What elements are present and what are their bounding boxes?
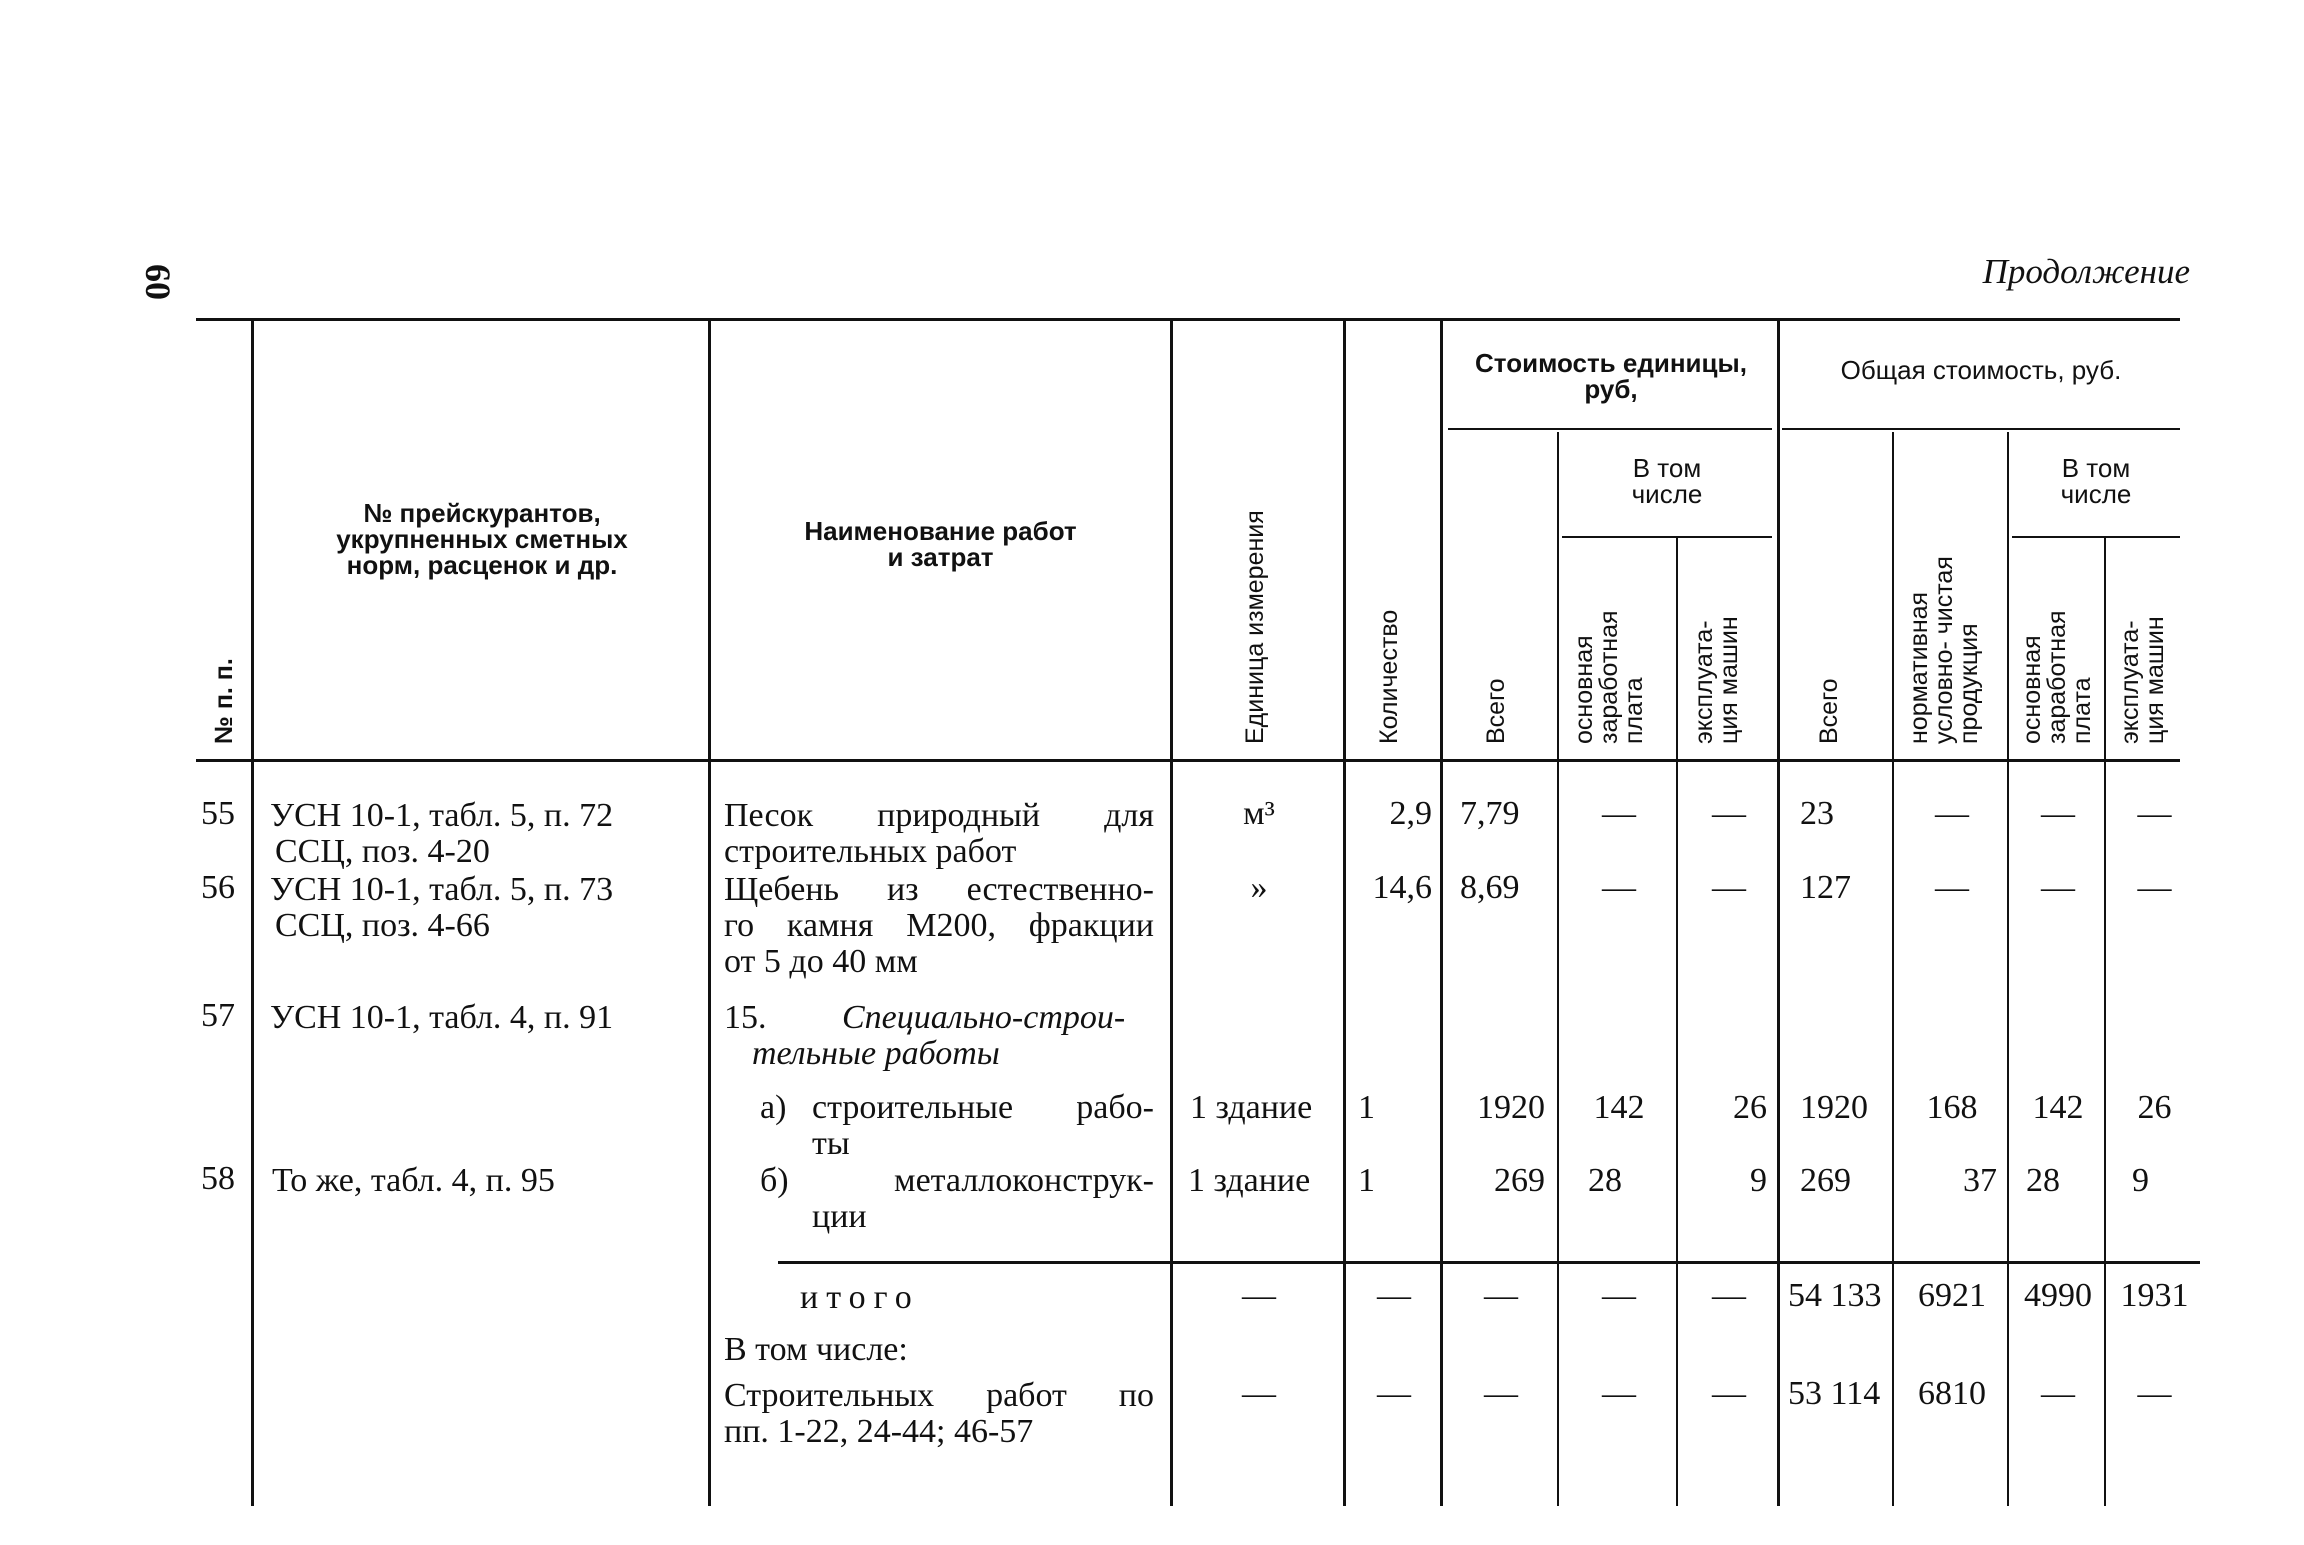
row-num: 56: [201, 869, 235, 906]
header-unit-cost: Стоимость единицы, руб,: [1475, 348, 1747, 404]
qty-cell: —: [1377, 1277, 1411, 1314]
unit-machine-cell: —: [1712, 795, 1746, 832]
total-wage-cell: 28: [2026, 1162, 2060, 1199]
total-machine-cell: —: [2137, 795, 2172, 832]
ref-line: УСН 10-1, табл. 5, п. 72: [270, 797, 614, 834]
totals-label: итого: [800, 1279, 920, 1316]
unit-total-cell: 1920: [1477, 1089, 1545, 1126]
sub-label: а): [760, 1089, 787, 1126]
work-name-line: Песок природный для: [724, 797, 1154, 834]
work-name-line: ты: [812, 1125, 850, 1162]
total-total-cell: 127: [1800, 869, 1851, 906]
total-norm-cell: 168: [1926, 1089, 1978, 1126]
qty-cell: —: [1377, 1375, 1411, 1412]
unit-wage-cell: —: [1602, 795, 1636, 832]
total-total-cell: 23: [1800, 795, 1834, 832]
header-unit-total: Всего: [1482, 678, 1510, 744]
total-machine-cell: 1931: [2120, 1277, 2189, 1314]
unit-total-cell: —: [1484, 1375, 1518, 1412]
total-machine-cell: —: [2137, 1375, 2172, 1412]
unit-cell: м³: [1243, 795, 1275, 832]
unit-wage-cell: 28: [1588, 1162, 1622, 1199]
work-name-line: Строительных работ по: [724, 1377, 1154, 1414]
header-total-incl: В том числе: [2060, 453, 2132, 509]
page-number: 60: [138, 264, 178, 300]
unit-cell: —: [1242, 1277, 1276, 1314]
ref-line: УСН 10-1, табл. 4, п. 91: [270, 999, 614, 1036]
header-row-num: № п. п.: [210, 658, 238, 744]
total-wage-cell: 142: [2032, 1089, 2084, 1126]
total-machine-cell: 26: [2137, 1089, 2172, 1126]
row-num: 58: [201, 1160, 235, 1197]
total-wage-cell: —: [2041, 869, 2075, 906]
unit-total-cell: 8,69: [1460, 869, 1520, 906]
work-name-line: ции: [812, 1198, 867, 1235]
header-total-machine: эксплуата- ция машин: [2116, 616, 2169, 744]
continuation-label: Продолжение: [1982, 252, 2190, 291]
total-total-cell: 1920: [1800, 1089, 1868, 1126]
work-name-line: строительные рабо-: [812, 1089, 1154, 1126]
header-unit-incl: В том числе: [1631, 453, 1703, 509]
unit-total-cell: 269: [1494, 1162, 1545, 1199]
total-total-cell: 269: [1800, 1162, 1851, 1199]
section-title-line: тельные работы: [752, 1035, 1000, 1072]
qty-cell: 2,9: [1389, 795, 1432, 832]
total-total-cell: 53 114: [1788, 1375, 1881, 1412]
work-name-line: пп. 1-22, 24-44; 46-57: [724, 1413, 1034, 1450]
header-unit-wage: основная заработная плата: [1570, 610, 1648, 744]
row-num: 55: [201, 795, 235, 832]
unit-machine-cell: 26: [1733, 1089, 1767, 1126]
unit-wage-cell: 142: [1593, 1089, 1645, 1126]
header-total-wage: основная заработная плата: [2018, 610, 2096, 744]
total-norm-cell: 37: [1963, 1162, 1997, 1199]
total-machine-cell: 9: [2132, 1162, 2149, 1199]
qty-cell: 1: [1358, 1089, 1375, 1126]
qty-cell: 1: [1358, 1162, 1375, 1199]
unit-cell: —: [1242, 1375, 1276, 1412]
section-number: 15.: [724, 999, 767, 1036]
work-name-line: строительных работ: [724, 833, 1017, 870]
total-norm-cell: —: [1935, 869, 1969, 906]
work-name-line: от 5 до 40 мм: [724, 943, 918, 980]
total-machine-cell: —: [2137, 869, 2172, 906]
header-work-name: Наименование работ и затрат: [804, 516, 1077, 572]
qty-cell: 14,6: [1372, 869, 1432, 906]
ref-line: То же, табл. 4, п. 95: [272, 1162, 555, 1199]
incl-label: В том числе:: [724, 1331, 908, 1368]
unit-machine-cell: —: [1712, 869, 1746, 906]
total-norm-cell: —: [1935, 795, 1969, 832]
header-total-total: Всего: [1815, 678, 1843, 744]
header-total-norm: нормативная условно- чистая продукция: [1905, 556, 1983, 744]
unit-cell: »: [1250, 869, 1268, 906]
ref-line: ССЦ, поз. 4-66: [275, 907, 490, 944]
work-name-line: металлоконструк-: [894, 1162, 1154, 1199]
total-wage-cell: 4990: [2024, 1277, 2092, 1314]
header-unit-machine: эксплуата- ция машин: [1690, 616, 1743, 744]
unit-cell: 1 здание: [1188, 1162, 1311, 1199]
work-name-line: Щебень из естественно-: [724, 871, 1154, 908]
ref-line: ССЦ, поз. 4-20: [275, 833, 490, 870]
unit-machine-cell: —: [1712, 1375, 1746, 1412]
unit-total-cell: 7,79: [1460, 795, 1520, 832]
total-norm-cell: 6921: [1918, 1277, 1986, 1314]
header-quantity: Количество: [1375, 609, 1403, 744]
unit-wage-cell: —: [1602, 1375, 1636, 1412]
total-wage-cell: —: [2041, 795, 2075, 832]
total-norm-cell: 6810: [1918, 1375, 1986, 1412]
work-name-line: го камня М200, фракции: [724, 907, 1154, 944]
unit-wage-cell: —: [1602, 869, 1636, 906]
sub-label: б): [760, 1162, 789, 1199]
header-pricelists: № прейскурантов, укрупненных сметных норм, расценок и др.: [336, 498, 628, 580]
unit-cell: 1 здание: [1190, 1089, 1313, 1126]
ref-line: УСН 10-1, табл. 5, п. 73: [270, 871, 614, 908]
unit-wage-cell: —: [1602, 1277, 1636, 1314]
header-total-cost: Общая стоимость, руб.: [1840, 355, 2122, 385]
header-unit: Единица измерения: [1241, 510, 1269, 744]
total-wage-cell: —: [2041, 1375, 2075, 1412]
section-title-line: Специально-строи-: [842, 999, 1126, 1036]
unit-machine-cell: —: [1712, 1277, 1746, 1314]
row-num: 57: [201, 997, 235, 1034]
unit-machine-cell: 9: [1750, 1162, 1767, 1199]
unit-total-cell: —: [1484, 1277, 1518, 1314]
total-total-cell: 54 133: [1788, 1277, 1882, 1314]
